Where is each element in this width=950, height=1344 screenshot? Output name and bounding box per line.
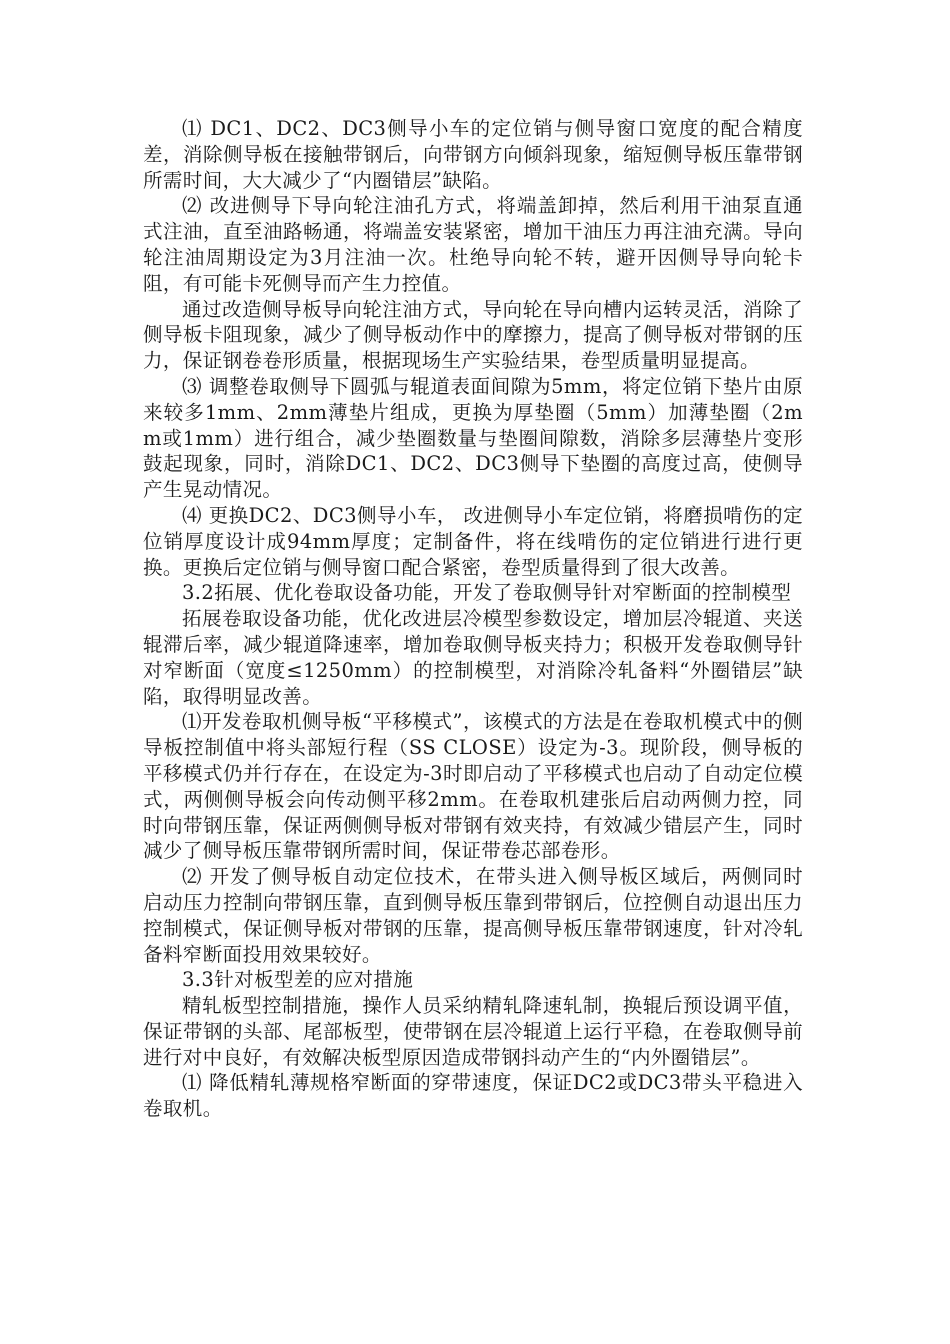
paragraph-8: ⑵ 开发了侧导板自动定位技术，在带头进入侧导板区域后，两侧同时启动压力控制向带钢压靠，直到侧导板压靠到带钢后，位控侧自动退出压力控制模式，保证侧导板对带钢的压靠，提高侧导板压靠带钢速度，针对冷轧备料窄断面投用效果较好。 [143, 865, 803, 966]
paragraph-6: 拓展卷取设备功能，优化改进层冷模型参数设定，增加层冷辊道、夹送辊滞后率，减少辊道降速率，增加卷取侧导板夹持力；积极开发卷取侧导针对窄断面（宽度≤1250mm）的控制模型，对消除冷轧备料“外圈错层”缺陷，取得明显改善。 [143, 607, 803, 708]
paragraph-2: ⑵ 改进侧导下导向轮注油孔方式，将端盖卸掉，然后利用干油泵直通式注油，直至油路畅通，将端盖安装紧密，增加干油压力再注油充满。导向轮注油周期设定为3月注油一次。杜绝导向轮不转，避开因侧导导向轮卡阻，有可能卡死侧导而产生力控值。 [143, 194, 803, 295]
document-body [143, 116, 803, 1122]
paragraph-10: ⑴ 降低精轧薄规格窄断面的穿带速度，保证DC2或DC3带头平稳进入卷取机。 [143, 1071, 803, 1121]
paragraph-1: ⑴ DC1、DC2、DC3侧导小车的定位销与侧导窗口宽度的配合精度差，消除侧导板在接触带钢后，向带钢方向倾斜现象，缩短侧导板压靠带钢所需时间，大大减少了“内圈错层”缺陷。 [143, 117, 803, 192]
paragraph-4: ⑶ 调整卷取侧导下圆弧与辊道表面间隙为5mm，将定位销下垫片由原来较多1mm、2mm薄垫片组成，更换为厚垫圈（5mm）加薄垫圈（2mm或1mm）进行组合，减少垫圈数量与垫圈间隙数，消除多层薄垫片变形鼓起现象，同时，消除DC1、DC2、DC3侧导下垫圈的高度过高，使侧导产生晃动情况。 [143, 374, 803, 502]
paragraph-9: 精轧板型控制措施，操作人员采纳精轧降速轧制，换辊后预设调平值，保证带钢的头部、尾部板型，使带钢在层冷辊道上运行平稳，在卷取侧导前进行对中良好，有效解决板型原因造成带钢抖动产生的“内外圈错层”。 [143, 994, 803, 1069]
paragraph-3: 通过改造侧导板导向轮注油方式，导向轮在导向槽内运转灵活，消除了侧导板卡阻现象，减少了侧导板动作中的摩擦力，提高了侧导板对带钢的压力，保证钢卷卷形质量，根据现场生产实验结果，卷型质量明显提高。 [143, 297, 803, 373]
paragraph-7: ⑴开发卷取机侧导板“平移模式”，该模式的方法是在卷取机模式中的侧导板控制值中将头部短行程（SS CLOSE）设定为-3。现阶段，侧导板的平移模式仍并行存在，在设定为-3时即启动了平移模式也启动了自动定位模式，两侧侧导板会向传动侧平移2mm。在卷取机建张后启动两侧力控，同时向带钢压靠，保证两侧侧导板对带钢有效夹持，有效减少错层产生，同时减少了侧导板压靠带钢所需时间，保证带卷芯部卷形。 [143, 710, 803, 863]
paragraph-5: ⑷ 更换DC2、DC3侧导小车， 改进侧导小车定位销，将磨损啃伤的定位销厚度设计成94mm厚度；定制备件，将在线啃伤的定位销进行进行更换。更换后定位销与侧导窗口配合紧密，卷型质量得到了很大改善。 [143, 503, 803, 579]
section-heading-3-2: 3.2拓展、优化卷取设备功能，开发了卷取侧导针对窄断面的控制模型 [182, 581, 792, 605]
section-heading-3-3: 3.3针对板型差的应对措施 [182, 968, 414, 992]
